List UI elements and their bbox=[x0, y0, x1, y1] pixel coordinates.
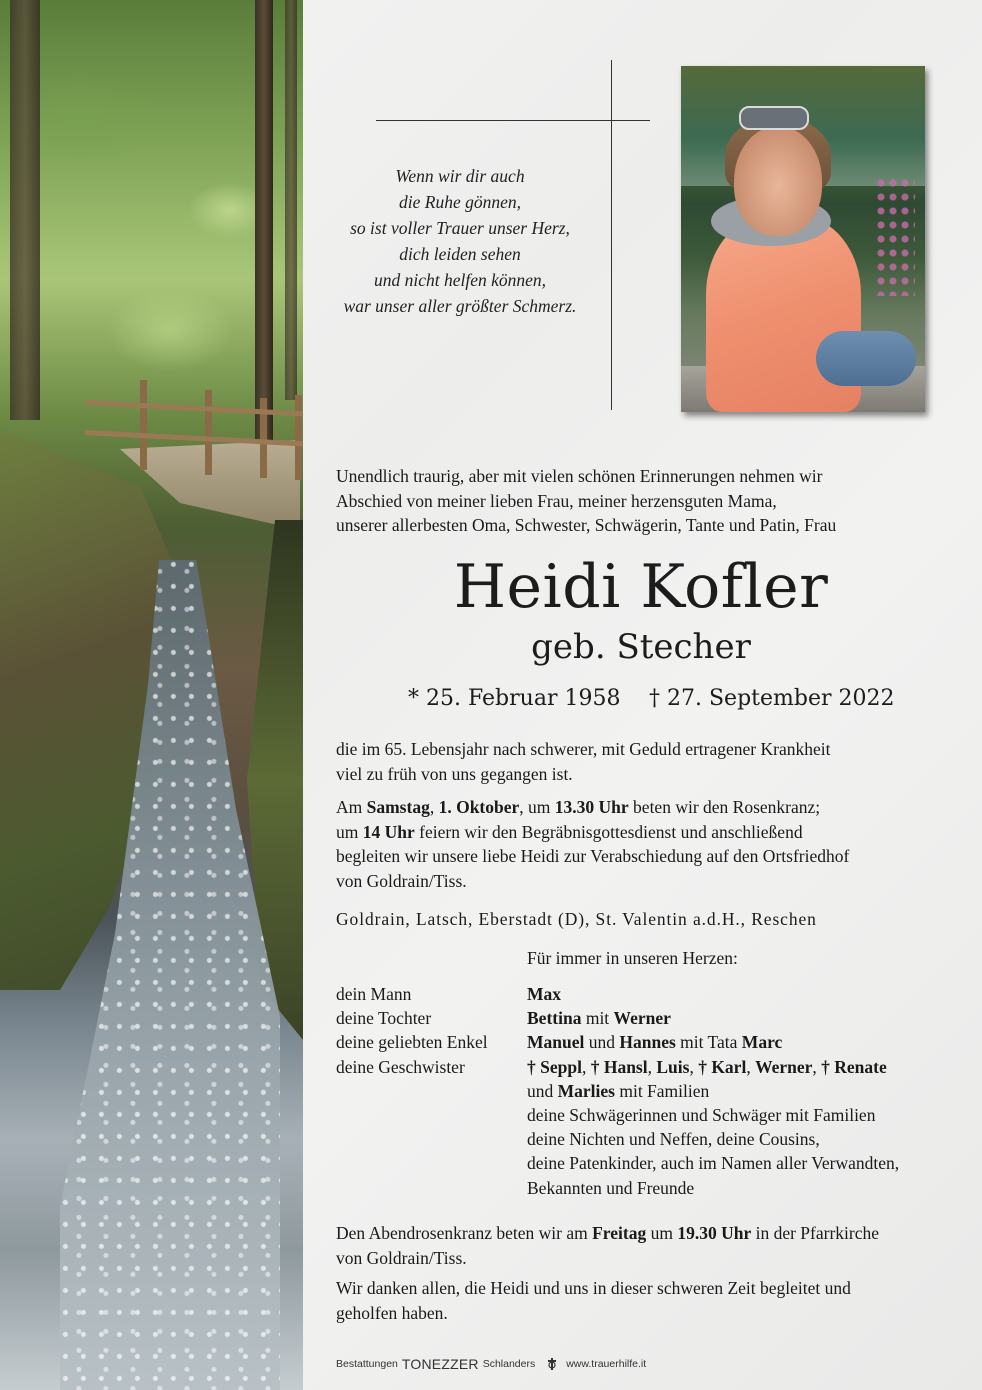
cross-vertical-bar bbox=[611, 60, 612, 410]
footer-suffix: Schlanders bbox=[482, 1358, 536, 1370]
passing-line: die im 65. Lebensjahr nach schwerer, mit Geduld ertragener Krankheit bbox=[336, 739, 831, 759]
passing-text bbox=[336, 737, 946, 786]
footer-prefix: Bestattungen bbox=[336, 1358, 398, 1370]
poem-line: die Ruhe gönnen, bbox=[399, 192, 521, 212]
intro-line: Unendlich traurig, aber mit vielen schönen Erinnerungen nehmen wir bbox=[336, 466, 823, 486]
family-row: Bekannten und Freunde bbox=[527, 1177, 695, 1198]
tree-trunk bbox=[285, 0, 297, 400]
tree-trunk bbox=[10, 0, 40, 420]
undertaker-logo-icon bbox=[545, 1357, 559, 1371]
funeral-line: Am Samstag, 1. Oktober, um 13.30 Uhr beten wir den Rosenkranz; bbox=[336, 797, 821, 817]
funeral-line: um 14 Uhr feiern wir den Begräbnisgottesdienst und anschließend bbox=[336, 821, 803, 842]
family-row: deine Schwägerinnen und Schwäger mit Familien bbox=[527, 1105, 876, 1126]
family-row: deine Patenkinder, auch im Namen aller Verwandten, bbox=[527, 1153, 900, 1174]
memorial-poem bbox=[310, 163, 610, 319]
places-line: Goldrain, Latsch, Eberstadt (D), St. Valentin a.d.H., Reschen bbox=[336, 909, 817, 929]
poem-line: und nicht helfen können, bbox=[373, 270, 547, 290]
family-row: dein Mann Max bbox=[336, 984, 562, 1004]
thanks-text bbox=[336, 1276, 946, 1325]
footer-credit bbox=[336, 1356, 646, 1372]
death-date: † 27. September 2022 bbox=[649, 686, 895, 711]
footer-brand: TONEZZER bbox=[401, 1356, 479, 1372]
family-row: deine Geschwister † Seppl, † Hansl, Luis, † Karl, Werner, † Renate bbox=[336, 1056, 887, 1077]
family-row: deine Nichten und Neffen, deine Cousins, bbox=[527, 1129, 820, 1150]
poem-line: so ist voller Trauer unser Herz, bbox=[350, 218, 570, 238]
funeral-line: begleiten wir unsere liebe Heidi zur Verabschiedung auf den Ortsfriedhof bbox=[336, 846, 850, 867]
passing-line: viel zu früh von uns gegangen ist. bbox=[336, 763, 573, 784]
family-row: deine geliebten Enkel Manuel und Hannes mit Tata Marc bbox=[336, 1032, 783, 1053]
birth-date: * 25. Februar 1958 bbox=[408, 686, 621, 711]
forest-stream-photo bbox=[0, 0, 303, 1390]
evening-line: von Goldrain/Tiss. bbox=[336, 1247, 467, 1268]
family-list bbox=[336, 982, 956, 1200]
maiden-name: geb. Stecher bbox=[531, 627, 751, 667]
funeral-line: von Goldrain/Tiss. bbox=[336, 870, 467, 891]
intro-line: Abschied von meiner lieben Frau, meiner herzensguten Mama, bbox=[336, 490, 777, 511]
poem-line: war unser aller größter Schmerz. bbox=[343, 296, 577, 316]
portrait-photo bbox=[681, 66, 925, 412]
poem-line: Wenn wir dir auch bbox=[395, 166, 525, 186]
family-row: deine Tochter Bettina mit Werner bbox=[336, 1008, 671, 1029]
intro-text bbox=[336, 464, 946, 538]
evening-line: Den Abendrosenkranz beten wir am Freitag um 19.30 Uhr in der Pfarrkirche bbox=[336, 1223, 880, 1243]
family-row: und Marlies mit Familien bbox=[527, 1080, 710, 1101]
thanks-line: geholfen haben. bbox=[336, 1302, 448, 1323]
poem-line: dich leiden sehen bbox=[399, 244, 521, 264]
deceased-name: Heidi Kofler bbox=[453, 552, 829, 622]
footer-url[interactable]: www.trauerhilfe.it bbox=[566, 1358, 647, 1370]
sunglasses-icon bbox=[739, 106, 809, 130]
thanks-line: Wir danken allen, die Heidi und uns in dieser schweren Zeit begleitet und bbox=[336, 1278, 851, 1298]
cross-horizontal-bar bbox=[376, 120, 650, 121]
funeral-info bbox=[336, 795, 946, 893]
evening-rosary bbox=[336, 1221, 946, 1270]
wooden-fence bbox=[85, 380, 303, 490]
forever-heading: Für immer in unseren Herzen: bbox=[527, 948, 738, 968]
intro-line: unserer allerbesten Oma, Schwester, Schwägerin, Tante und Patin, Frau bbox=[336, 515, 837, 536]
